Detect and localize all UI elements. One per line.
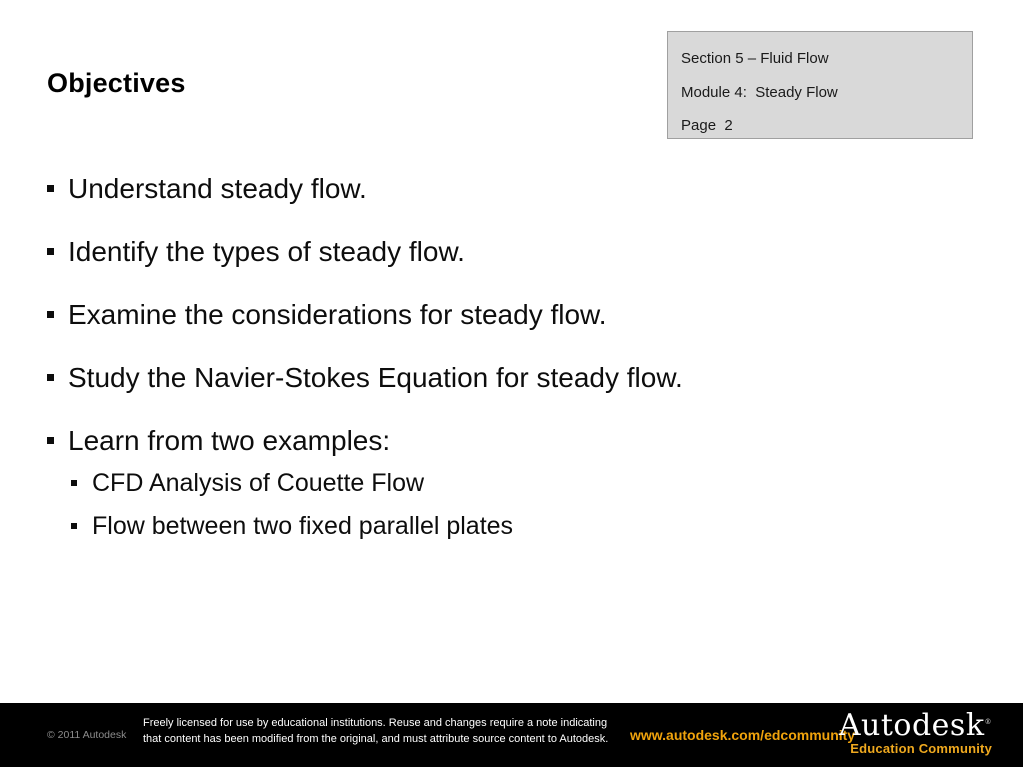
square-bullet-icon [47, 374, 54, 381]
square-bullet-icon [71, 480, 77, 486]
footer-bar [0, 703, 1023, 767]
list-item [47, 425, 683, 456]
square-bullet-icon [47, 311, 54, 318]
list-subitem [71, 469, 683, 497]
square-bullet-icon [47, 185, 54, 192]
license-line-2: that content has been modified from the original, and must attribute source content to Autodesk. [143, 733, 609, 745]
education-community-label: Education Community [850, 741, 992, 756]
edcommunity-link[interactable]: www.autodesk.com/edcommunity [630, 727, 856, 743]
list-item-text: Understand steady flow. [68, 173, 367, 204]
page-number: Page 2 [681, 117, 733, 134]
module-label: Module 4: Steady Flow [681, 83, 838, 101]
slide-header-box [667, 31, 973, 139]
list-item [47, 299, 683, 330]
list-item-text: Flow between two fixed parallel plates [92, 512, 514, 540]
registered-mark-icon: ® [984, 718, 992, 726]
list-item-text: Identify the types of steady flow. [68, 236, 465, 267]
section-label: Section 5 – Fluid Flow [681, 50, 829, 67]
license-line-1: Freely licensed for use by educational institutions. Reuse and changes require a note indicating [143, 717, 608, 729]
list-subitem [71, 512, 683, 540]
square-bullet-icon [47, 248, 54, 255]
autodesk-wordmark: Autodesk® [838, 708, 992, 743]
square-bullet-icon [71, 523, 77, 529]
list-item [47, 362, 683, 393]
square-bullet-icon [47, 437, 54, 444]
list-item-text: Examine the considerations for steady flow. [68, 299, 607, 330]
objectives-list [47, 173, 683, 555]
list-item-text: Learn from two examples: [68, 425, 391, 456]
autodesk-logo [839, 705, 992, 756]
page-title: Objectives [47, 68, 186, 98]
list-item-text: CFD Analysis of Couette Flow [92, 469, 425, 497]
list-item [47, 173, 683, 204]
copyright-text: © 2011 Autodesk [47, 729, 127, 741]
list-item [47, 236, 683, 267]
license-text [143, 715, 608, 747]
list-item-text: Study the Navier-Stokes Equation for steady flow. [68, 362, 683, 393]
